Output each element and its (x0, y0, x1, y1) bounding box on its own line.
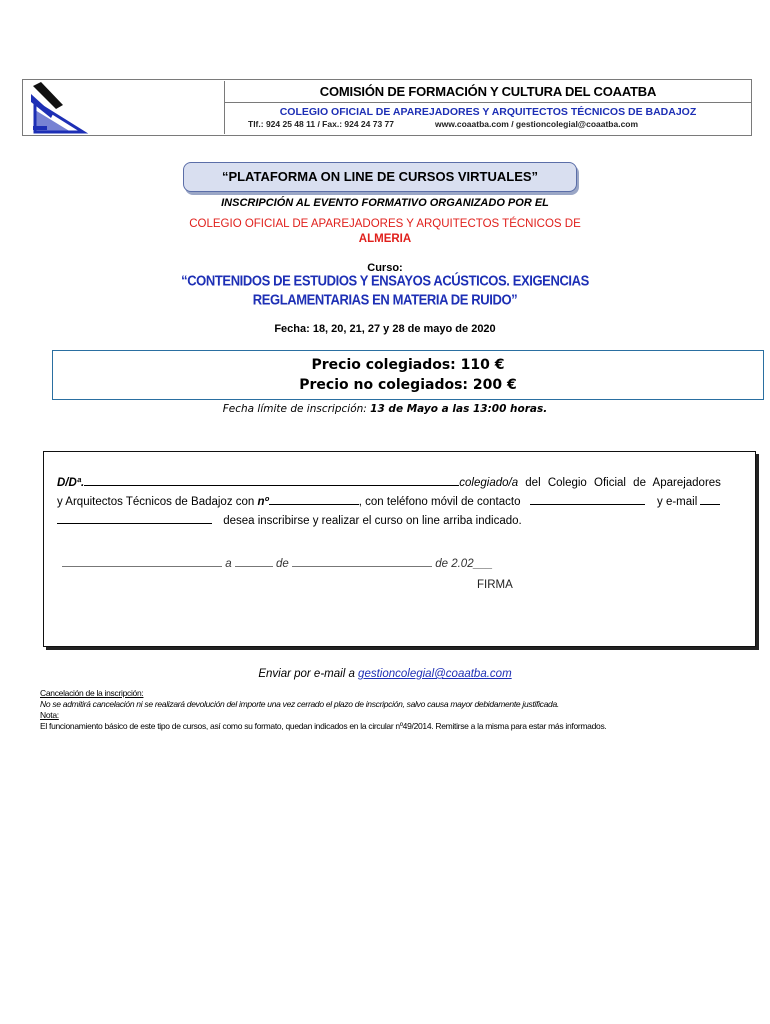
course-title-line-2: REGLAMENTARIAS EN MATERIA DE RUIDO” (252, 291, 518, 308)
coaatba-logo-icon (23, 80, 89, 135)
signature-label: FIRMA (477, 579, 513, 591)
registration-deadline (0, 403, 770, 415)
name-field[interactable] (84, 473, 459, 486)
year-field[interactable]: de 2.02___ (435, 558, 493, 570)
inscription-heading: INSCRIPCIÓN AL EVENTO FORMATIVO ORGANIZADO POR EL (221, 197, 549, 209)
email-field[interactable] (57, 511, 212, 524)
price-non-members: Precio no colegiados: 200 € (299, 377, 517, 393)
course-dates: Fecha: 18, 20, 21, 27 y 28 de mayo de 2020 (274, 323, 496, 335)
form-line-name (57, 473, 721, 489)
email-field-start[interactable] (700, 492, 720, 505)
form-intent-text: desea inscribirse y realizar el curso on line arriba indicado. (223, 515, 522, 527)
form-line-place-date (62, 554, 493, 570)
member-number-field[interactable] (269, 492, 359, 505)
place-field[interactable] (62, 554, 222, 567)
course-title (0, 271, 770, 308)
form-phone-text: , con teléfono móvil de contacto (358, 496, 521, 508)
form-number-label: nº (257, 496, 269, 508)
form-dd-label: D/Dª. (57, 477, 85, 489)
contact-phone: Tlf.: 924 25 48 11 / Fax.: 924 24 73 77 (248, 119, 395, 129)
note-title: Nota: (40, 710, 59, 720)
course-title-line-1: “CONTENIDOS DE ESTUDIOS Y ENSAYOS ACÚSTICOS. EXIGENCIAS (181, 272, 589, 289)
deadline-value: 13 de Mayo a las 13:00 horas. (370, 403, 548, 415)
price-members: Precio colegiados: 110 € (311, 357, 505, 373)
form-email-label: y e-mail (657, 496, 698, 508)
cancel-text: No se admitirá cancelación ni se realizará devolución del importe una vez cerrado el plazo de inscripción, salvo causa mayor debidamente justificada. (40, 699, 559, 709)
letterhead (22, 79, 752, 136)
deadline-label: Fecha límite de inscripción: (222, 403, 367, 415)
form-email-label-wrap (657, 492, 720, 508)
header-contact-block (224, 103, 751, 134)
contact-web[interactable]: www.coaatba.com / gestioncolegial@coaatba.com (435, 119, 639, 129)
platform-banner: “PLATAFORMA ON LINE DE CURSOS VIRTUALES” (183, 162, 577, 192)
form-line2-text: y Arquitectos Técnicos de Badajoz con (57, 496, 258, 508)
college-name: COLEGIO OFICIAL DE APAREJADORES Y ARQUITECTOS TÉCNICOS DE BADAJOZ (279, 106, 697, 118)
form-colegio-text: del Colegio Oficial de Aparejadores (518, 477, 721, 489)
form-line-number (57, 492, 645, 508)
form-colegiado-label: colegiado/a (459, 477, 519, 489)
send-text: Enviar por e-mail a (258, 668, 359, 680)
form-de-text: de (276, 558, 289, 570)
registration-form (43, 451, 756, 647)
send-instructions (0, 668, 770, 680)
note-text: El funcionamiento básico de este tipo de cursos, así como su formato, quedan indicados en la circular nº49/2014. Remitirse a la misma para estar más informados. (40, 721, 607, 731)
header-title: COMISIÓN DE FORMACIÓN Y CULTURA DEL COAATBA (224, 81, 751, 103)
organizer-line-2: ALMERIA (358, 233, 412, 245)
month-field[interactable] (292, 554, 432, 567)
contact-email-link[interactable]: gestioncolegial@coaatba.com (358, 668, 512, 680)
organizer-line-1: COLEGIO OFICIAL DE APAREJADORES Y ARQUITECTOS TÉCNICOS DE (189, 218, 581, 230)
form-line-intent (57, 511, 522, 527)
course-label: Curso: (367, 262, 403, 274)
price-box (52, 350, 764, 400)
day-field[interactable] (235, 554, 273, 567)
cancel-title: Cancelación de la inscripción: (40, 688, 144, 698)
phone-field[interactable] (530, 492, 645, 505)
form-a-text: a (225, 558, 232, 570)
